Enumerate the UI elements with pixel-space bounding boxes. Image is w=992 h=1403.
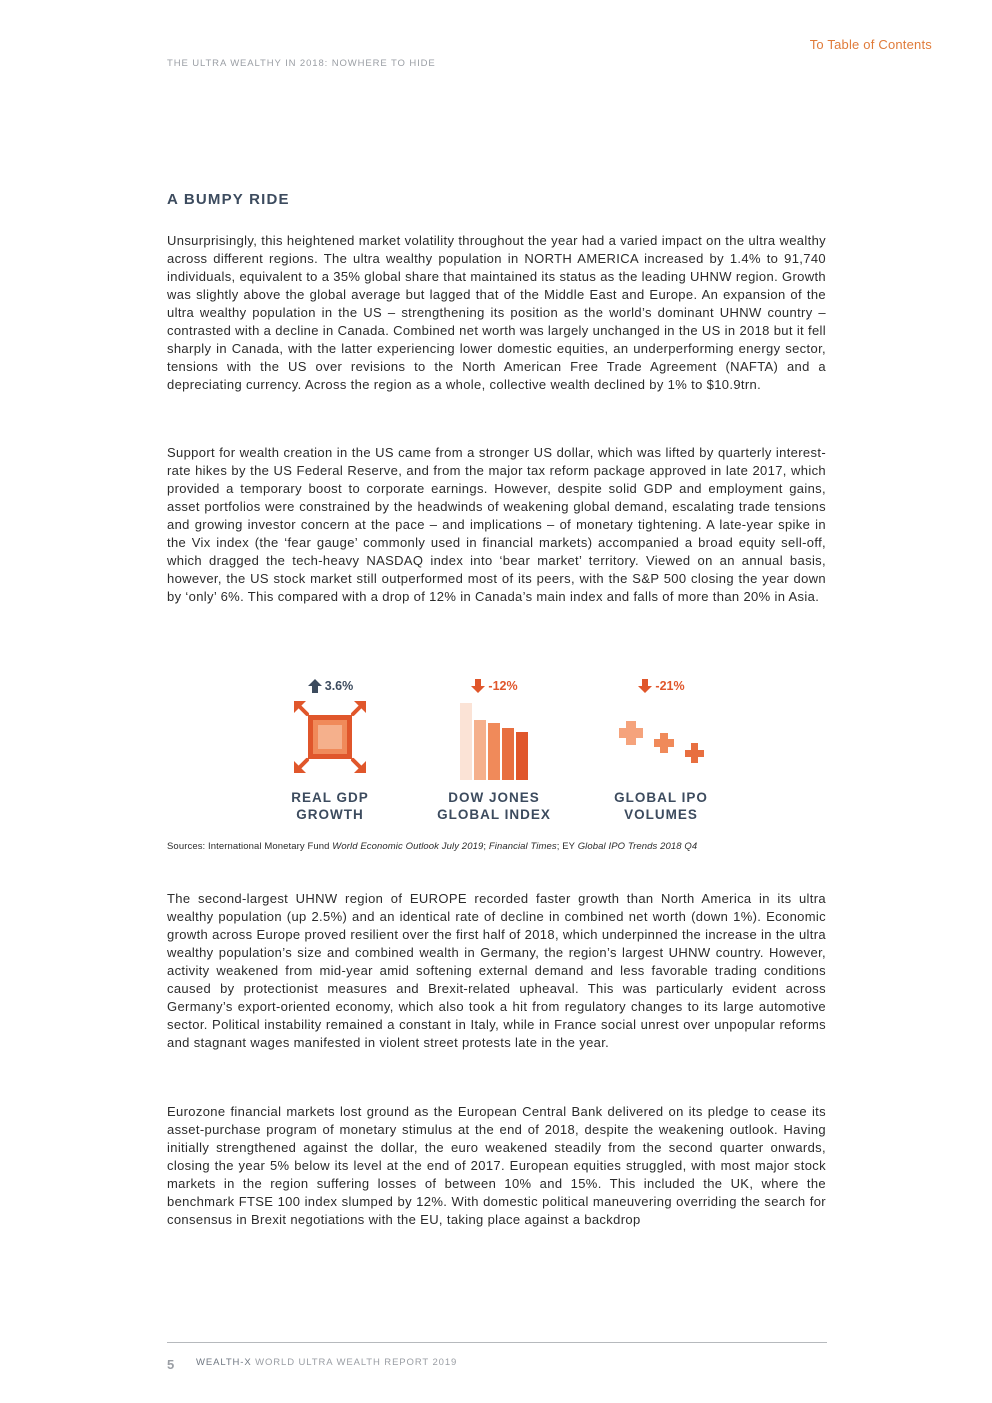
arrow-down-icon (470, 678, 486, 694)
stat-value: 3.6% (324, 679, 354, 693)
footer-divider (167, 1342, 827, 1343)
stat-label: DOW JONES GLOBAL INDEX (437, 790, 551, 822)
stat-label: REAL GDP GROWTH (291, 790, 369, 822)
stat-label: GLOBAL IPO VOLUMES (614, 790, 708, 822)
section-title: A BUMPY RIDE (167, 191, 290, 208)
body-paragraph-europe: The second-largest UHNW region of EUROPE recorded faster growth than North America in its ultra wealthy population (up 2.5%) and an identical rate of decline in combined net worth (down 1%). Economic growth across Europe proved resilient over the first half of 2018, which underpinned the increase in the ultra wealthy population’s size and combined wealth in Germany, the region’s largest UHNW country. However, activity weakened from mid-year amid softening external demand and less favorable trading conditions caused by protectionist measures and Brexit-related upheaval. This was particularly evident across Germany’s export-oriented economy, which also took a hit from regulatory changes to its large automotive sector. Political instability remained a constant in Italy, while in France social unrest over unpopular reforms and stagnant wages manifested in violent street protests late in the year. (167, 891, 826, 1050)
sources-note: Sources: International Monetary Fund World Economic Outlook July 2019; Financial Times; EY Global IPO Trends 2018 Q4 (167, 841, 698, 852)
footer-report-title: WEALTH-X WORLD ULTRA WEALTH REPORT 2019 (196, 1357, 458, 1368)
stat-value-row (591, 677, 731, 695)
stat-value-row (260, 677, 400, 695)
plus-signs-icon (591, 713, 731, 765)
running-head: THE ULTRA WEALTHY IN 2018: NOWHERE TO HIDE (167, 58, 436, 69)
table-of-contents-link[interactable]: To Table of Contents (809, 37, 932, 52)
stat-value: -21% (655, 679, 685, 693)
stat-global-ipo-volumes (591, 677, 731, 827)
stat-dow-jones-global-index (424, 677, 564, 827)
body-paragraph-north-america: Unsurprisingly, this heightened market volatility throughout the year had a varied impact on the ultra wealthy across different regions. The ultra wealthy population in NORTH AMERICA increased by 1.4% to 91,740 individuals, equivalent to a 35% global share that maintained its status as the leading UHNW region. Growth was slightly above the global average but lagged that of the Middle East and Europe. An expansion of the ultra wealthy population in the US – strengthening its position as the world’s dominant UHNW country – contrasted with a decline in Canada. Combined net worth was largely unchanged in the US in 2018 but it fell sharply in Canada, with the latter experiencing lower domestic equities, an underperforming energy sector, tensions with the US over revisions to the North American Free Trade Agreement (NAFTA) and a depreciating currency. Across the region as a whole, collective wealth declined by 1% to $10.9trn. (167, 233, 826, 392)
declining-bars-icon (424, 703, 564, 781)
stat-real-gdp-growth (260, 677, 400, 827)
body-paragraph-us-markets: Support for wealth creation in the US came from a stronger US dollar, which was lifted by quarterly interest-rate hikes by the US Federal Reserve, and from the major tax reform package approved in late 2017, which provided a temporary boost to corporate earnings. However, despite solid GDP and employment gains, asset portfolios were constrained by the headwinds of weakening global demand, escalating trade tensions and growing investor concern at the pace – and implications – of monetary tightening. A late-year spike in the Vix index (the ‘fear gauge’ commonly used in financial markets) accompanied a broad equity sell-off, which dragged the tech-heavy NASDAQ index into ‘bear market’ territory. Viewed on an annual basis, however, the US stock market still outperformed most of its peers, with the S&P 500 closing the year down by ‘only’ 6%. This compared with a drop of 12% in Canada’s main index and falls of more than 20% in Asia. (167, 445, 826, 604)
stat-value: -12% (488, 679, 518, 693)
arrow-down-icon (637, 678, 653, 694)
page-number: 5 (167, 1357, 175, 1372)
body-paragraph-eurozone-markets: Eurozone financial markets lost ground as the European Central Bank delivered on its pledge to cease its asset-purchase program of monetary stimulus at the end of 2018, despite the weakening outlook. Having initially strengthened against the dollar, the euro weakened steadily from the second quarter onwards, closing the year 5% below its level at the end of 2017. European equities struggled, with most major stock markets in the region suffering losses of between 10% and 15%. This included the UK, where the benchmark FTSE 100 index slumped by 12%. With domestic political maneuvering overriding the search for consensus in Brexit negotiations with the EU, taking place against a backdrop (167, 1104, 826, 1227)
stat-value-row (424, 677, 564, 695)
brand-name: WEALTH-X (196, 1357, 252, 1368)
expand-arrows-icon (260, 701, 400, 777)
arrow-up-icon (307, 678, 323, 694)
